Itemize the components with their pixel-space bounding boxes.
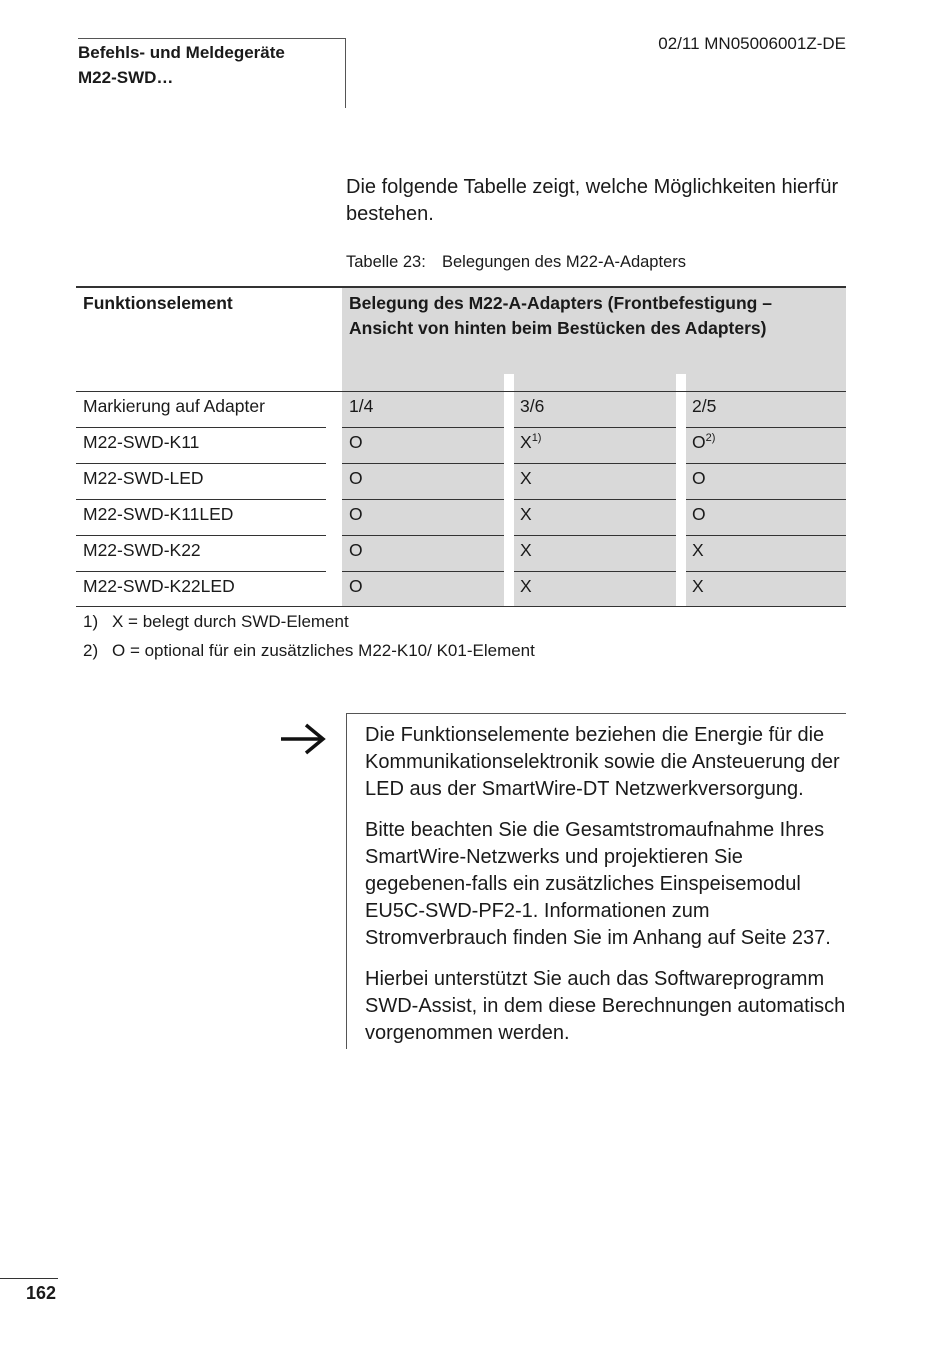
row-rule (514, 571, 676, 572)
cell-2-5: 2/5 (692, 396, 717, 416)
row-rule (76, 571, 326, 572)
row-rule (76, 535, 326, 536)
document-id: 02/11 MN05006001Z-DE (658, 34, 846, 53)
cell-1-4: O (349, 432, 363, 452)
cell-2-5: O (692, 468, 706, 488)
cell-3-6: X (520, 540, 532, 560)
table-top-rule (76, 286, 846, 288)
footnote-text: O = optional für ein zusätzliches M22-K10/ K01-Element (112, 641, 535, 660)
cell-1-4: O (349, 540, 363, 560)
note-box (346, 713, 846, 1049)
table-caption-number: Tabelle 23: (346, 253, 426, 271)
cell-value: O (692, 432, 706, 452)
header-assignment: Belegung des M22-A-Adapters (Frontbefestigung – Ansicht von hinten beim Bestücken des Adapters) (349, 293, 772, 338)
table-caption (346, 253, 686, 272)
row-rule (686, 463, 846, 464)
row-rule (686, 571, 846, 572)
cell-value: X (520, 432, 532, 452)
row-label: Markierung auf Adapter (83, 396, 265, 416)
row-rule (76, 463, 326, 464)
footnote-number: 2) (83, 641, 99, 660)
cell-1-4: O (349, 468, 363, 488)
cell-2-5: X (692, 540, 704, 560)
cell-3-6: X (520, 468, 532, 488)
row-rule (342, 535, 504, 536)
table-bottom-rule (76, 606, 846, 607)
cell-2-5 (692, 432, 715, 453)
cell-2-5: X (692, 576, 704, 596)
cell-3-6: 3/6 (520, 396, 545, 416)
row-rule (342, 427, 504, 428)
footnote-2 (83, 641, 535, 661)
row-label: M22-SWD-K11LED (83, 504, 234, 524)
footnote-number: 1) (83, 612, 99, 631)
page-number: 162 (0, 1278, 58, 1304)
row-rule (76, 427, 326, 428)
cell-2-5: O (692, 504, 706, 524)
row-rule (514, 463, 676, 464)
running-header-title (78, 38, 346, 108)
row-rule (342, 571, 504, 572)
footnote-text: X = belegt durch SWD-Element (112, 612, 349, 631)
cell-1-4: O (349, 504, 363, 524)
row-rule (342, 499, 504, 500)
note-paragraph-3: Hierbei unterstützt Sie auch das Softwareprogramm SWD-Assist, in dem diese Berechnungen automatisch vorgenommen werden. (365, 968, 846, 1044)
row-rule (686, 427, 846, 428)
cell-3-6: X (520, 504, 532, 524)
header-function-element: Funktionselement (83, 293, 233, 313)
row-label: M22-SWD-K11 (83, 432, 200, 452)
row-rule (76, 499, 326, 500)
intro-paragraph: Die folgende Tabelle zeigt, welche Möglichkeiten hierfür bestehen. (346, 176, 839, 225)
row-rule (686, 499, 846, 500)
row-label: M22-SWD-K22LED (83, 576, 235, 596)
arrow-right-icon (280, 722, 326, 756)
footnote-ref: 1) (531, 432, 542, 444)
header-title-line1: Befehls- und Meldegeräte (78, 43, 285, 62)
header-title-line2: M22-SWD… (78, 68, 174, 87)
row-rule (686, 535, 846, 536)
cell-3-6 (520, 432, 541, 453)
note-paragraph-1: Die Funktionselemente beziehen die Energie für die Kommunikationselektronik sowie die Ansteuerung der LED aus der SmartWire-DT Netzwerkversorgung. (365, 724, 840, 800)
row-rule (76, 391, 846, 392)
row-label: M22-SWD-K22 (83, 540, 201, 560)
row-rule (514, 427, 676, 428)
table-caption-text: Belegungen des M22-A-Adapters (442, 253, 686, 271)
cell-1-4: 1/4 (349, 396, 374, 416)
row-rule (514, 535, 676, 536)
row-rule (514, 499, 676, 500)
row-label: M22-SWD-LED (83, 468, 204, 488)
assignment-table (76, 286, 846, 608)
footnote-1 (83, 612, 349, 632)
cell-1-4: O (349, 576, 363, 596)
footnote-ref: 2) (705, 432, 716, 444)
cell-3-6: X (520, 576, 532, 596)
note-paragraph-2: Bitte beachten Sie die Gesamtstromaufnahme Ihres SmartWire-Netzwerks und projektieren Sie gegebenen-falls ein zusätzliches Einspeisemodul EU5C-SWD-PF2-1. Informationen zum Stromverbrauch finden Sie im Anhang auf Seite 237. (365, 819, 831, 949)
row-rule (342, 463, 504, 464)
